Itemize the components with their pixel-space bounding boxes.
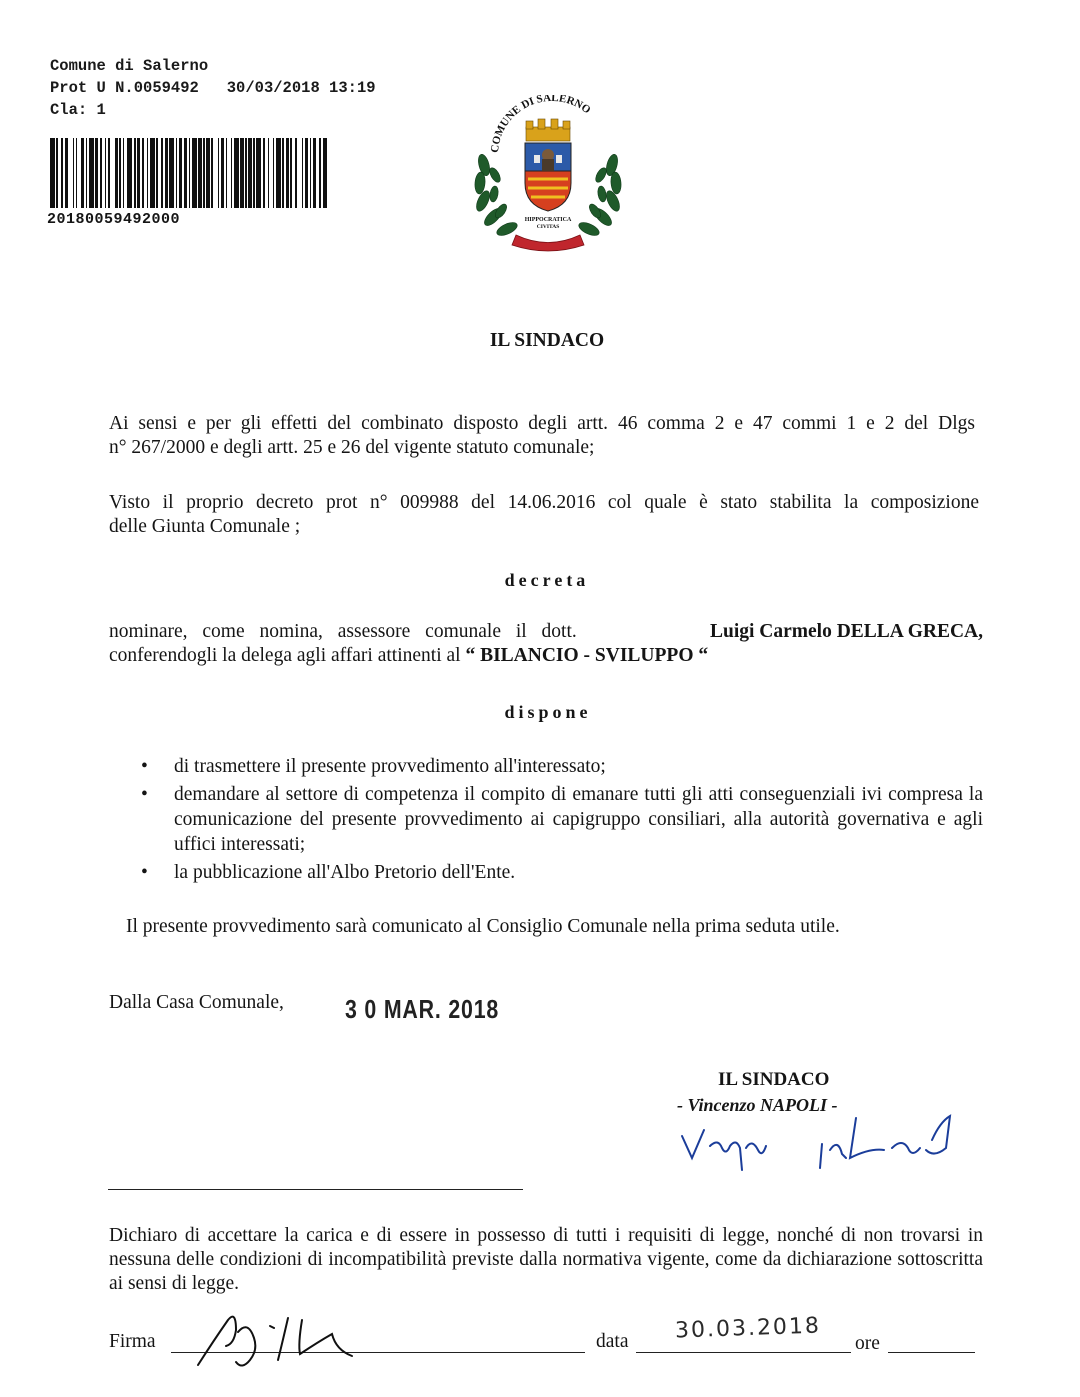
data-label: data <box>596 1331 629 1352</box>
nomination-line-2 <box>109 644 983 668</box>
list-item: • la pubblicazione all'Albo Pretorio dell'Ente. <box>141 862 516 883</box>
recital-1-line-2: n° 267/2000 e degli artt. 25 e 26 del vigente statuto comunale; <box>109 437 595 458</box>
barcode-number: 20180059492000 <box>47 211 181 228</box>
protocol-stamp <box>50 55 376 121</box>
ore-line <box>888 1352 975 1353</box>
acceptance-declaration: Dichiaro di accettare la carica e di essere in possesso di tutti i requisiti di legge, nonché di non trovarsi in nessuna delle condizioni di incompatibilità previste dalla normativa vigente, come da dichiarazione sottoscritta ai sensi di legge. <box>109 1225 983 1294</box>
protocol-number: Prot U N.0059492 <box>50 79 199 97</box>
recital-2 <box>109 491 979 539</box>
emblem-motto-line1: HIPPOCRATICA <box>524 217 572 223</box>
list-item: • di trasmettere il presente provvedimento all'interessato; <box>141 756 606 777</box>
delega-title: “ BILANCIO - SVILUPPO “ <box>465 645 709 666</box>
protocol-office: Comune di Salerno <box>50 57 209 75</box>
protocol-classification: Cla: 1 <box>50 101 106 119</box>
mayor-signature <box>670 1108 970 1188</box>
coat-of-arms-emblem <box>468 95 628 255</box>
recital-2-line-1: Visto il proprio decreto prot n° 009988 del 14.06.2016 col quale è stato stabilita la composizione <box>109 492 979 513</box>
provisions-list <box>141 754 983 888</box>
date-stamp: 3 0 MAR. 2018 <box>345 994 500 1024</box>
handwritten-date: 30.03.2018 <box>674 1313 822 1344</box>
protocol-number-line <box>50 77 376 99</box>
decreta-heading: decreta <box>504 570 590 590</box>
emblem-motto-line2: CIVITAS <box>536 224 560 230</box>
dispone-heading: dispone <box>504 702 592 722</box>
list-item: • demandare al settore di competenza il compito di emanare tutti gli atti conseguenziali ivi compresa la comunicazione del presente provvedimento ai capigruppo consiliari, alla autorità governativa e agli uffici interessati; <box>141 784 983 855</box>
ore-label: ore <box>855 1333 880 1354</box>
place-label: Dalla Casa Comunale, <box>109 992 284 1013</box>
communication-text: Il presente provvedimento sarà comunicato al Consiglio Comunale nella prima seduta utile. <box>126 916 840 937</box>
signatory-title: IL SINDACO <box>718 1069 830 1090</box>
barcode-bar <box>327 138 329 208</box>
data-line <box>636 1352 851 1353</box>
emblem-arc-text: COMUNE DI SALERNO <box>488 95 593 154</box>
nomination-text: nominare, come nomina, assessore comunale il dott. <box>109 621 577 642</box>
nomination-line-1 <box>109 620 983 644</box>
nominee-name: Luigi Carmelo DELLA GRECA, <box>709 621 983 642</box>
page-title: IL SINDACO <box>489 330 605 351</box>
recital-1 <box>109 412 975 460</box>
firma-label: Firma <box>109 1331 156 1352</box>
recital-1-line-1: Ai sensi e per gli effetti del combinato disposto degli artt. 46 comma 2 e 47 commi 1 e 2 del Dlgs <box>109 413 975 434</box>
assessor-signature <box>178 1290 378 1390</box>
nomination-paragraph <box>109 620 983 668</box>
recital-2-line-2: delle Giunta Comunale ; <box>109 516 301 537</box>
delega-text: conferendogli la delega agli affari attinenti al <box>109 645 461 666</box>
signatory-name: - Vincenzo NAPOLI - <box>677 1095 838 1115</box>
separator-line <box>108 1189 523 1190</box>
protocol-datetime: 30/03/2018 13:19 <box>226 79 376 97</box>
barcode <box>50 138 329 208</box>
